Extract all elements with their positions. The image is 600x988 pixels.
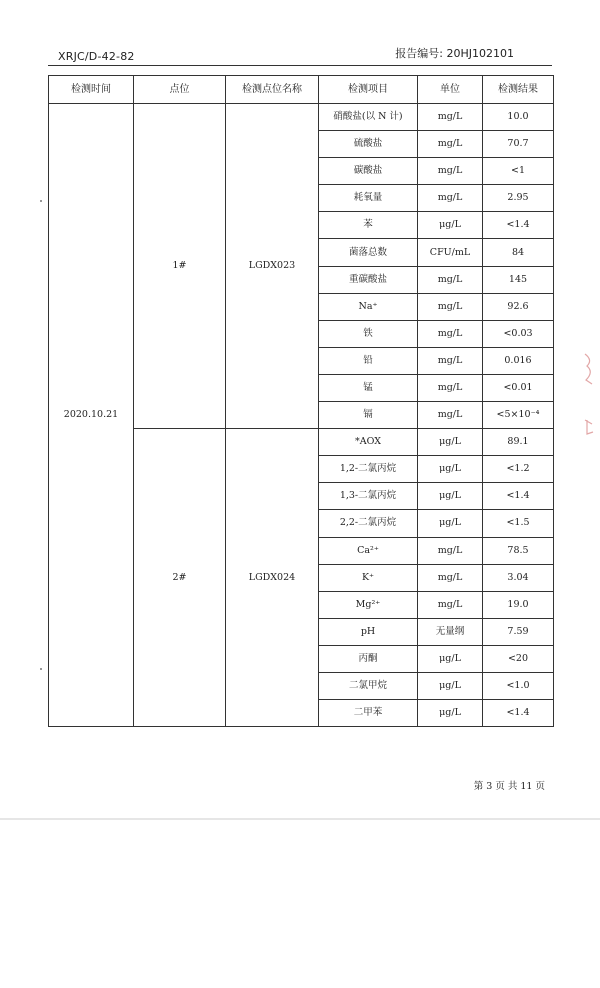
report-number: 报告编号: 20HJ102101	[395, 47, 514, 60]
cell-item: Ca²⁺	[319, 537, 418, 564]
cell-unit: mg/L	[418, 347, 483, 374]
cell-result: 78.5	[483, 537, 554, 564]
cell-item: 耗氧量	[319, 185, 418, 212]
cell-item: 重碳酸盐	[319, 266, 418, 293]
cell-result: 84	[483, 239, 554, 266]
cell-result: <1.5	[483, 510, 554, 537]
seal-fragment-bottom	[583, 418, 595, 439]
cell-result: <1.4	[483, 483, 554, 510]
cell-unit: mg/L	[418, 131, 483, 158]
cell-item: pH	[319, 618, 418, 645]
col-header-result: 检测结果	[483, 76, 554, 104]
cell-site: LGDX023	[226, 104, 319, 429]
col-header-time: 检测时间	[49, 76, 134, 104]
cell-result: <1.0	[483, 672, 554, 699]
cell-item: *AOX	[319, 429, 418, 456]
cell-unit: μg/L	[418, 510, 483, 537]
cell-unit: mg/L	[418, 104, 483, 131]
cell-item: 镉	[319, 402, 418, 429]
cell-unit: mg/L	[418, 185, 483, 212]
cell-item: 二甲苯	[319, 700, 418, 727]
cell-result: 92.6	[483, 293, 554, 320]
seal-fragment-top	[583, 352, 595, 389]
cell-result: <1.4	[483, 700, 554, 727]
cell-point: 1#	[134, 104, 226, 429]
cell-result: 2.95	[483, 185, 554, 212]
cell-unit: mg/L	[418, 591, 483, 618]
cell-unit: mg/L	[418, 158, 483, 185]
cell-result: 10.0	[483, 104, 554, 131]
cell-item: 苯	[319, 212, 418, 239]
col-header-site: 检测点位名称	[226, 76, 319, 104]
cell-unit: mg/L	[418, 402, 483, 429]
page-edge	[0, 818, 600, 820]
cell-result: <1	[483, 158, 554, 185]
cell-result: <5×10⁻⁴	[483, 402, 554, 429]
table-row	[49, 104, 554, 131]
col-header-point: 点位	[134, 76, 226, 104]
cell-result: 145	[483, 266, 554, 293]
cell-item: 1,2-二氯丙烷	[319, 456, 418, 483]
cell-item: K⁺	[319, 564, 418, 591]
cell-item: Na⁺	[319, 293, 418, 320]
cell-item: 硫酸盐	[319, 131, 418, 158]
cell-result: 70.7	[483, 131, 554, 158]
scan-speck	[40, 200, 42, 202]
cell-item: 二氯甲烷	[319, 672, 418, 699]
cell-unit: mg/L	[418, 537, 483, 564]
cell-item: 2,2-二氯丙烷	[319, 510, 418, 537]
cell-unit: mg/L	[418, 320, 483, 347]
table-body	[49, 104, 554, 727]
cell-item: 丙酮	[319, 645, 418, 672]
cell-unit: μg/L	[418, 672, 483, 699]
cell-site: LGDX024	[226, 429, 319, 727]
cell-result: <0.01	[483, 374, 554, 401]
results-table	[48, 75, 554, 727]
cell-item: 菌落总数	[319, 239, 418, 266]
cell-result: <1.2	[483, 456, 554, 483]
cell-unit: μg/L	[418, 429, 483, 456]
cell-item: 硝酸盐(以 N 计)	[319, 104, 418, 131]
cell-item: Mg²⁺	[319, 591, 418, 618]
cell-result: 7.59	[483, 618, 554, 645]
page-number: 第 3 页 共 11 页	[473, 781, 545, 792]
cell-result: <1.4	[483, 212, 554, 239]
cell-unit: mg/L	[418, 564, 483, 591]
cell-result: <20	[483, 645, 554, 672]
col-header-item: 检测项目	[319, 76, 418, 104]
cell-unit: mg/L	[418, 266, 483, 293]
table-header-row	[49, 76, 554, 104]
cell-result: <0.03	[483, 320, 554, 347]
cell-date: 2020.10.21	[49, 104, 134, 727]
cell-result: 19.0	[483, 591, 554, 618]
cell-point: 2#	[134, 429, 226, 727]
cell-unit: μg/L	[418, 483, 483, 510]
cell-unit: CFU/mL	[418, 239, 483, 266]
document-code: XRJC/D-42-82	[58, 50, 135, 63]
cell-result: 3.04	[483, 564, 554, 591]
cell-item: 碳酸盐	[319, 158, 418, 185]
cell-result: 89.1	[483, 429, 554, 456]
cell-item: 锰	[319, 374, 418, 401]
cell-unit: μg/L	[418, 645, 483, 672]
cell-result: 0.016	[483, 347, 554, 374]
cell-unit: μg/L	[418, 456, 483, 483]
cell-item: 铅	[319, 347, 418, 374]
col-header-unit: 单位	[418, 76, 483, 104]
header-rule	[48, 65, 552, 66]
cell-unit: μg/L	[418, 212, 483, 239]
cell-item: 铁	[319, 320, 418, 347]
cell-unit: mg/L	[418, 374, 483, 401]
cell-unit: 无量纲	[418, 618, 483, 645]
cell-item: 1,3-二氯丙烷	[319, 483, 418, 510]
scan-speck	[40, 668, 42, 670]
cell-unit: μg/L	[418, 700, 483, 727]
cell-unit: mg/L	[418, 293, 483, 320]
